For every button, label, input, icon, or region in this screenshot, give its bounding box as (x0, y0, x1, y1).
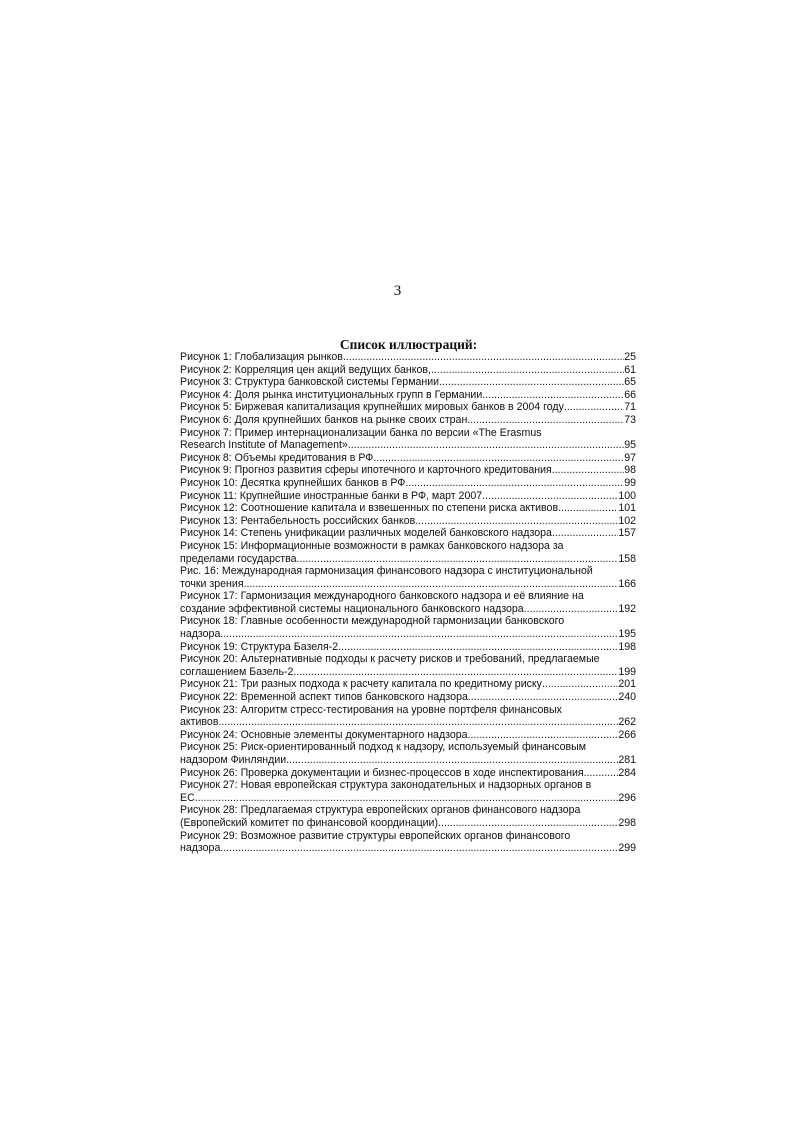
dot-leader (244, 578, 619, 591)
figure-entry-page: 199 (618, 665, 636, 678)
figure-entry[interactable] (180, 590, 636, 615)
figure-entry-title-line: Рисунок 5: Биржевая капитализация крупнейших мировых банков в 2004 году (180, 401, 564, 414)
dot-leader (341, 641, 618, 654)
figure-entry-title-line: Рисунок 4: Доля рынка институциональных групп в Германии (180, 388, 483, 401)
figure-entry-title-line: Рисунок 10: Десятка крупнейших банков в РФ (180, 476, 406, 489)
dot-leader (564, 401, 624, 414)
figure-entry[interactable] (180, 389, 636, 402)
figure-entry-leader-line (180, 490, 636, 503)
figure-entry-page: 71 (624, 401, 636, 414)
dot-leader (438, 817, 618, 830)
figure-entry[interactable] (180, 364, 636, 377)
figure-entry-leader-line (180, 351, 636, 364)
dot-leader (552, 527, 618, 540)
figure-entry-title-line: Рисунок 14: Степень унификации различных моделей банковского надзора (180, 527, 552, 540)
figure-entry-title-line: точки зрения (180, 577, 244, 590)
dot-leader (482, 389, 624, 402)
figure-entry[interactable] (180, 678, 636, 691)
figure-entry-title-line: пределами государства (180, 552, 297, 565)
figure-entry-title-line: соглашением Базель-2 (180, 665, 294, 678)
figure-entry[interactable] (180, 830, 636, 855)
figure-entry-page: 198 (618, 640, 636, 653)
dot-leader (195, 792, 619, 805)
figure-entry-title-line: Рисунок 23: Алгоритм стресс-тестирования на уровне портфеля финансовых (180, 703, 562, 716)
dot-leader (468, 729, 619, 742)
figure-entry-leader-line (180, 678, 636, 691)
figure-entry-title-line: ЕС (180, 791, 195, 804)
figure-entry-title-line: надзором Финляндии (180, 754, 287, 766)
figure-entry-title-line: Research Institute of Management» (180, 439, 348, 452)
figure-entry-title-line: Рисунок 9: Прогноз развития сферы ипотечного и карточного кредитования (180, 464, 552, 477)
list-of-figures-title: Список иллюстраций: (339, 337, 478, 352)
figure-entry-leader-line (180, 729, 636, 742)
figure-entry-page: 101 (618, 502, 636, 515)
figure-entry[interactable] (180, 351, 636, 364)
figure-entry-title-line: Рисунок 19: Структура Базеля-2. (180, 640, 342, 653)
figure-entry[interactable] (180, 376, 636, 389)
figures-list (180, 351, 636, 855)
dot-leader (415, 515, 618, 528)
figure-entry-page: 97 (624, 451, 636, 464)
figure-entry-leader-line (180, 389, 636, 402)
figure-entry-leader-line (180, 628, 636, 641)
figure-entry-title-line: активов. (180, 716, 222, 729)
figure-entry-page: 98 (624, 464, 636, 477)
figure-entry[interactable] (180, 540, 636, 565)
figure-entry[interactable] (180, 502, 636, 515)
figure-entry-page: 296 (618, 791, 636, 804)
figure-entry-title-line: надзора (180, 842, 221, 855)
figure-entry-title-line: Рисунок 20: Альтернативные подходы к расчету рисков и требований, предлагаемые (180, 653, 600, 666)
figure-entry-title-line: Рисунок 17: Гармонизация международного банковского надзора и её влияние на (180, 590, 584, 603)
figure-entry-title-line: Рисунок 18: Главные особенности международной гармонизации банковского (180, 615, 565, 628)
figure-entry-page: 158 (618, 552, 636, 565)
figure-entry-title-line: создание эффективной системы национального банковского надзора (180, 602, 524, 615)
dot-leader (467, 414, 624, 427)
figure-entry-leader-line (180, 515, 636, 528)
figure-entry-title-line: Рисунок 28: Предлагаемая структура европейских органов финансового надзора (180, 804, 581, 817)
figure-entry-title-line: Рисунок 11: Крупнейшие иностранные банки в РФ, март 2007 (180, 489, 483, 502)
figure-entry[interactable] (180, 565, 636, 590)
dot-leader (297, 553, 619, 566)
figure-entry-leader-line (180, 527, 636, 540)
figure-entry[interactable] (180, 490, 636, 503)
figure-entry[interactable] (180, 477, 636, 490)
figure-entry[interactable] (180, 767, 636, 780)
dot-leader (482, 490, 618, 503)
figure-entry[interactable] (180, 741, 636, 766)
dot-leader (286, 754, 618, 767)
figure-entry-title-line: Рисунок 27: Новая европейская структура законодательных и надзорных органов в (180, 779, 592, 792)
dot-leader (221, 716, 618, 729)
figure-entry-page: 262 (618, 716, 636, 729)
dot-leader (431, 364, 624, 377)
figure-entry-leader-line (180, 641, 636, 654)
dot-leader (343, 351, 624, 364)
figure-entry[interactable] (180, 729, 636, 742)
figure-entry-page: 61 (624, 363, 636, 376)
figure-entry-title-line: Рисунок 3: Структура банковской системы Германии (180, 376, 440, 389)
figure-entry-title-line: Рисунок 8: Объемы кредитования в РФ (180, 451, 374, 464)
dot-leader (293, 666, 618, 679)
figure-entry-title-line: Рисунок 1: Глобализация рынков (180, 351, 343, 363)
figure-entry-title-line: Рис. 16: Международная гармонизация финансового надзора с институциональной (180, 565, 593, 578)
figure-entry-leader-line (180, 691, 636, 704)
figure-entry-title-line: Рисунок 26: Проверка документации и бизнес-процессов в ходе инспектирования (180, 766, 584, 779)
figure-entry-page: 100 (618, 489, 636, 502)
figure-entry-leader-line (180, 666, 636, 679)
figure-entry[interactable] (180, 691, 636, 704)
figure-entry-leader-line (180, 439, 636, 452)
figure-entry-leader-line (180, 603, 636, 616)
figure-entry-title-line: Рисунок 21: Три разных подхода к расчету капитала по кредитному риску (180, 678, 542, 691)
dot-leader (220, 842, 618, 855)
figure-entry-title-line: Рисунок 22: Временной аспект типов банковского надзора (180, 691, 468, 704)
figure-entry-leader-line (180, 817, 636, 830)
dot-leader (558, 502, 618, 515)
figure-entry-page: 66 (624, 388, 636, 401)
figure-entry[interactable] (180, 515, 636, 528)
figure-entry-page: 99 (624, 476, 636, 489)
figure-entry-leader-line (180, 792, 636, 805)
page-number: 3 (393, 283, 402, 299)
figure-entry-leader-line (180, 767, 636, 780)
figure-entry-page: 299 (618, 842, 636, 855)
figure-entry[interactable] (180, 401, 636, 414)
figure-entry-title-line: Рисунок 7: Пример интернационализации банка по версии «The Erasmus (180, 426, 542, 439)
figure-entry-page: 192 (618, 602, 636, 615)
figure-entry-leader-line (180, 842, 636, 855)
dot-leader (552, 464, 624, 477)
figure-entry-leader-line (180, 716, 636, 729)
figure-entry-leader-line (180, 578, 636, 591)
dot-leader (220, 628, 618, 641)
figure-entry[interactable] (180, 641, 636, 654)
figure-entry-title-line: Рисунок 25: Риск-ориентированный подход к надзору, используемый финансовым (180, 741, 587, 754)
figure-entry-leader-line (180, 502, 636, 515)
figure-entry[interactable] (180, 804, 636, 829)
figure-entry-title-line: Рисунок 29: Возможное развитие структуры европейских органов финансового (180, 829, 571, 842)
figure-entry-title-line: (Европейский комитет по финансовой координации) (180, 816, 438, 829)
figure-entry-title-line: Рисунок 2: Корреляция цен акций ведущих банков, (180, 363, 431, 376)
figure-entry-title-line: Рисунок 13: Рентабельность российских банков (180, 514, 416, 527)
figure-entry[interactable] (180, 427, 636, 452)
figure-entry-leader-line (180, 754, 636, 767)
dot-leader (348, 439, 624, 452)
figure-entry-title-line: Рисунок 6: Доля крупнейших банков на рынке своих стран (180, 413, 468, 426)
figure-entry-leader-line (180, 401, 636, 414)
dot-leader (373, 452, 624, 465)
figure-entry-page: 73 (624, 413, 636, 426)
figure-entry-leader-line (180, 364, 636, 377)
figure-entry-leader-line (180, 414, 636, 427)
figure-entry-page: 284 (618, 766, 636, 779)
figure-entry-page: 201 (618, 678, 636, 691)
figure-entry[interactable] (180, 464, 636, 477)
dot-leader (584, 767, 619, 780)
figure-entry-title-line: Рисунок 15: Информационные возможности в рамках банковского надзора за (180, 539, 564, 552)
figure-entry-page: 266 (618, 728, 636, 741)
dot-leader (542, 678, 618, 691)
figure-entry-leader-line (180, 553, 636, 566)
figure-entry-page: 298 (618, 816, 636, 829)
figure-entry[interactable] (180, 414, 636, 427)
figure-entry-page: 65 (624, 376, 636, 389)
figure-entry-leader-line (180, 477, 636, 490)
dot-leader (468, 691, 618, 704)
figure-entry-title-line: надзора (180, 628, 221, 641)
figure-entry-leader-line (180, 464, 636, 477)
figure-entry-leader-line (180, 376, 636, 389)
dot-leader (405, 477, 624, 490)
figure-entry-page: 25 (624, 351, 636, 363)
figure-entry-page: 157 (618, 527, 636, 540)
figure-entry-title-line: Рисунок 12: Соотношение капитала и взвешенных по степени риска активов (180, 502, 559, 515)
figure-entry-page: 240 (618, 691, 636, 704)
figure-entry-page: 166 (618, 577, 636, 590)
dot-leader (439, 376, 624, 389)
figure-entry[interactable] (180, 704, 636, 729)
figure-entry-page: 102 (618, 514, 636, 527)
dot-leader (524, 603, 619, 616)
figure-entry-page: 95 (624, 439, 636, 452)
figure-entry-page: 281 (618, 754, 636, 766)
figure-entry[interactable] (180, 779, 636, 804)
figure-entry-leader-line (180, 452, 636, 465)
figure-entry[interactable] (180, 527, 636, 540)
figure-entry[interactable] (180, 615, 636, 640)
figure-entry-title-line: Рисунок 24: Основные элементы документарного надзора (180, 728, 468, 741)
figure-entry[interactable] (180, 452, 636, 465)
figure-entry[interactable] (180, 653, 636, 678)
figure-entry-page: 195 (618, 628, 636, 641)
